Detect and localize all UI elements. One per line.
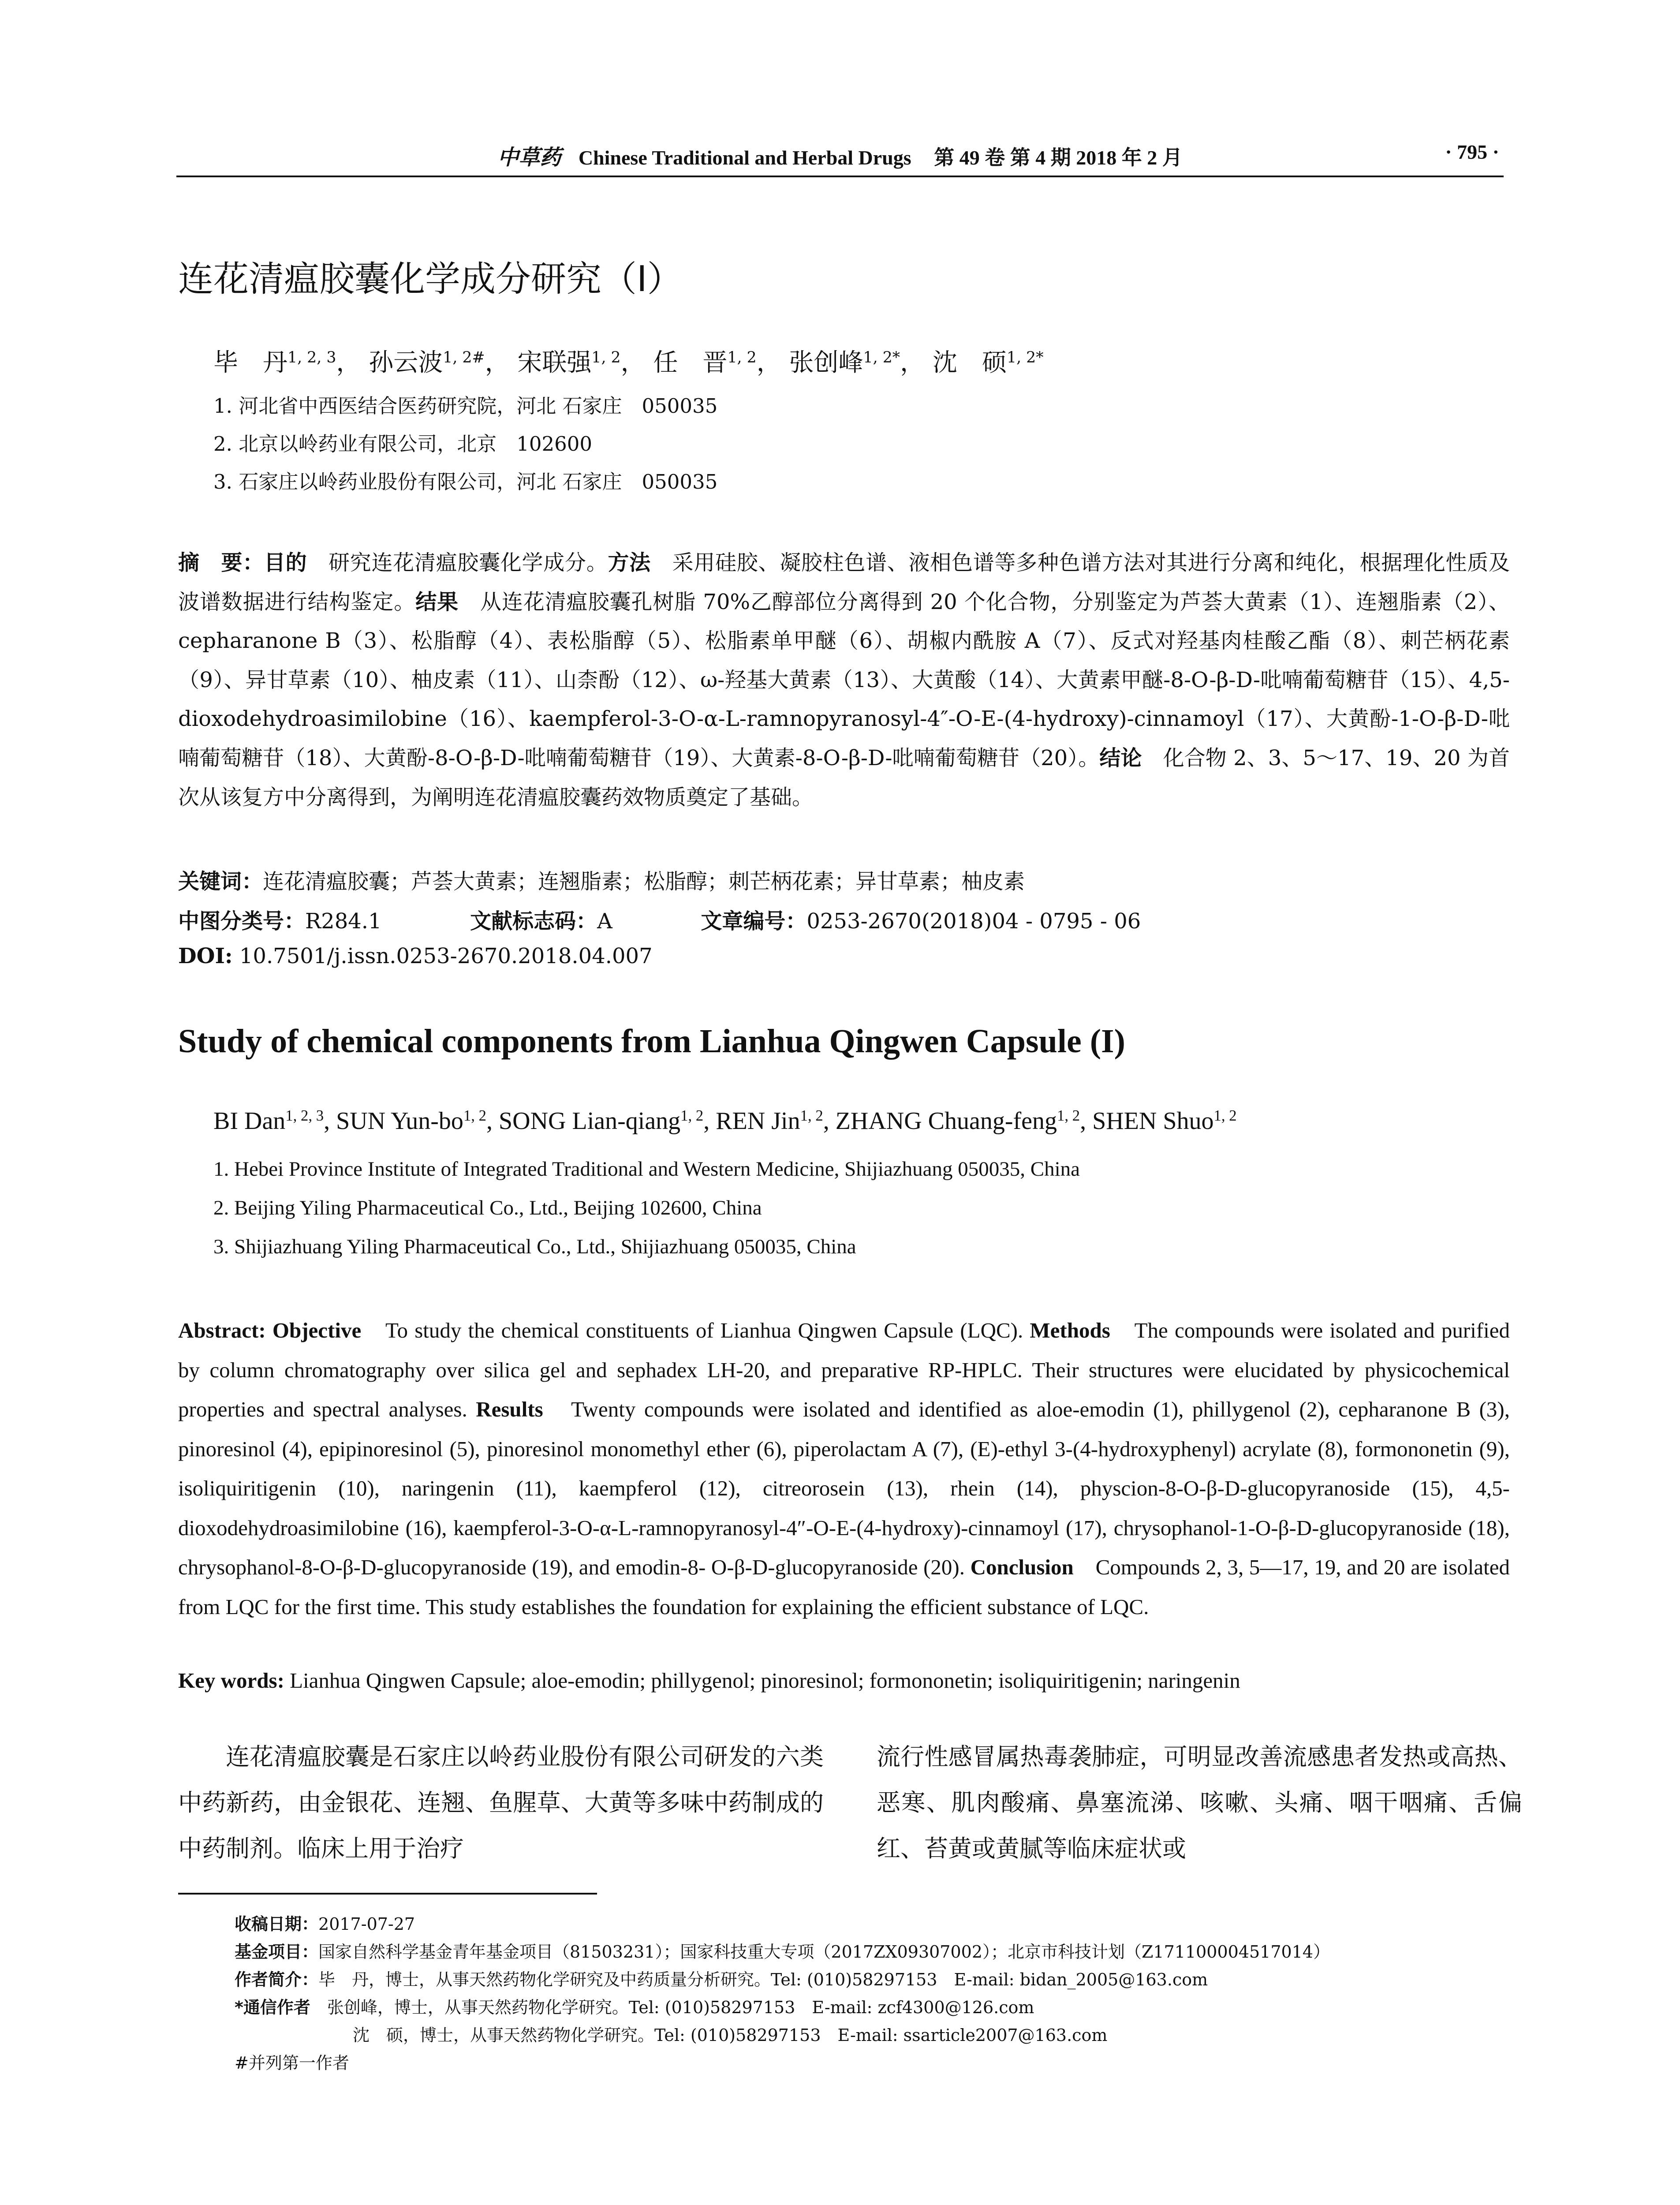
author-cn: 孙云波$^{1, 2\#}$， [369, 348, 510, 377]
issue-info: 第 49 卷 第 4 期 2018 年 2 月 [934, 146, 1183, 169]
conclusion-text-cn: 化合物 2、3、5～17、19、20 为首次从该复方中分离得到，为阐明连花清瘟胶囊药效物质奠定了基础。 [178, 745, 1510, 810]
author-en: SONG Lian-qiang$^{1, 2}$, [499, 1106, 716, 1135]
header-center [176, 140, 1504, 171]
keywords-text-cn: 连花清瘟胶囊；芦荟大黄素；连翘脂素；松脂醇；刺芒柄花素；异甘草素；柚皮素 [263, 869, 1025, 894]
header-rule [176, 176, 1504, 177]
clc-value: R284.1 [305, 909, 382, 934]
results-label-cn: 结果 [415, 589, 459, 614]
author-en: REN Jin$^{1, 2}$, [716, 1106, 836, 1135]
keywords-label-en: Key words: [178, 1668, 284, 1693]
keywords-label-cn: 关键词： [178, 869, 263, 894]
affiliation-en-2: 2. Beijing Yiling Pharmaceutical Co., Ltd., Beijing 102600, China [213, 1196, 762, 1219]
keywords-text-en: Lianhua Qingwen Capsule; aloe-emodin; phillygenol; pinoresinol; formononetin; isoliquiritigenin; naringenin [284, 1668, 1240, 1693]
journal-name-en: Chinese Traditional and Herbal Drugs [578, 146, 911, 169]
methods-text-cn: 采用硅胶、凝胶柱色谱、液相色谱等多种色谱方法对其进行分离和纯化，根据理化性质及波谱数据进行结构鉴定。 [178, 550, 1510, 614]
classification-line [178, 904, 1510, 934]
abstract-cn [178, 543, 1510, 817]
title-cn: 连花清瘟胶囊化学成分研究（I） [178, 258, 683, 299]
doi-value: 10.7501/j.issn.0253-2670.2018.04.007 [239, 944, 653, 968]
body-column-right: 流行性感冒属热毒袭肺症，可明显改善流感患者发热或高热、恶寒、肌肉酸痛、鼻塞流涕、咳嗽、头痛、咽干咽痛、舌偏红、苔黄或黄腻等临床症状或 [877, 1743, 1522, 1862]
footnote-author: 作者简介：毕 丹，博士，从事天然药物化学研究及中药质量分析研究。Tel: (010)58297153 E-mail: bidan_2005@163.com [235, 1970, 1208, 1989]
affiliation-en-1: 1. Hebei Province Institute of Integrated Traditional and Western Medicine, Shijiazhuang 050035, China [213, 1158, 1080, 1181]
affiliation-cn-2: 2. 北京以岭药业有限公司，北京 102600 [213, 432, 593, 456]
page-number: · 795 · [1445, 141, 1499, 163]
footnote-received: 收稿日期：2017-07-27 [235, 1914, 415, 1934]
keywords-cn [178, 864, 1510, 895]
affiliation-en-3: 3. Shijiazhuang Yiling Pharmaceutical Co., Ltd., Shijiazhuang 050035, China [213, 1235, 856, 1258]
running-header [176, 140, 1504, 171]
body-column-left: 连花清瘟胶囊是石家庄以岭药业股份有限公司研发的六类中药新药，由金银花、连翘、鱼腥草、大黄等多味中药制成的中药制剂。临床上用于治疗 [178, 1743, 824, 1862]
authors-cn [213, 343, 1044, 378]
author-en: ZHANG Chuang-feng$^{1, 2}$, [835, 1106, 1093, 1135]
author-en: SHEN Shuo$^{1, 2}$ [1092, 1106, 1237, 1135]
journal-logo-cn: 中草药 [497, 145, 561, 170]
methods-text-en: The compounds were isolated and purified by column chromatography over silica gel and sephadex LH-20, and preparative RP-HPLC. Their structures were elucidated by physicochemical properties and spectral analyses. [178, 1318, 1510, 1421]
author-cn: 毕 丹$^{1, 2, 3}$， [213, 348, 361, 377]
affiliation-cn-3: 3. 石家庄以岭药业股份有限公司，河北 石家庄 050035 [213, 470, 718, 493]
title-en: Study of chemical components from Lianhua Qingwen Capsule (I) [178, 1023, 1125, 1060]
author-cn: 任 晋$^{1, 2}$， [653, 348, 781, 377]
author-en: BI Dan$^{1, 2, 3}$, [213, 1106, 336, 1135]
doi-line [178, 944, 1510, 968]
abstract-label-en: Abstract: [178, 1318, 266, 1342]
author-en: SUN Yun-bo$^{1, 2}$, [336, 1106, 499, 1135]
conclusion-label-cn: 结论 [1099, 745, 1142, 770]
results-text-en: Twenty compounds were isolated and identified as aloe-emodin (1), phillygenol (2), cepharanone B (3), pinoresinol (4), epipinoresinol (5), pinoresinol monomethyl ether (6), piperolactam A (7), (E)-ethyl 3-(4-hydroxyphenyl) acrylate (8), formononetin (9), isoliquiritigenin (10), naringenin (11), kaempferol (12), citreorosein (13), rhein (14), physcion-8-O-β-D-glucopyranoside (15), 4,5-dioxodehydroasimilobine (16), kaempferol-3-O-α-L-ramnopyranosyl-4″-O-E-(4-hydroxy)-cinnamoyl (17), chrysophanol-1-O-β-D-glucopyranoside (18), chrysophanol-8-O-β-D-glucopyranoside (19), and emodin-8- O-β-D-glucopyranoside (20). [178, 1397, 1510, 1579]
author-cn: 宋联强$^{1, 2}$， [517, 348, 646, 377]
footnote-corresponding-1: *通信作者 张创峰，博士，从事天然药物化学研究。Tel: (010)58297153 E-mail: zcf4300@126.com [235, 1998, 1034, 2017]
methods-label-cn: 方法 [608, 550, 651, 575]
objective-label-cn: 目的 [264, 550, 307, 575]
methods-label-en: Methods [1030, 1318, 1110, 1342]
results-label-en: Results [476, 1397, 543, 1421]
authors-en [213, 1107, 1237, 1135]
keywords-en [178, 1668, 1510, 1693]
conclusion-label-en: Conclusion [970, 1555, 1074, 1579]
results-text-cn: 从连花清瘟胶囊孔树脂 70%乙醇部位分离得到 20 个化合物，分别鉴定为芦荟大黄素（1）、连翘脂素（2）、cepharanone B（3）、松脂醇（4）、表松脂醇（5）、松脂素单甲醚（6）、胡椒内酰胺 A（7）、反式对羟基肉桂酸乙酯（8）、刺芒柄花素（9）、异甘草素（10）、柚皮素（11）、山柰酚（12）、ω-羟基大黄素（13）、大黄酸（14）、大黄素甲醚-8-O-β-D-吡喃葡萄糖苷（15）、4,5-dioxodehydroasimilobine（16）、kaempferol-3-O-α-L-ramnopyranosyl-4″-O-E-(4-hydroxy)-cinnamoyl（17）、大黄酚-1-O-β-D-吡喃葡萄糖苷（18）、大黄酚-8-O-β-D-吡喃葡萄糖苷（19）、大黄素-8-O-β-D-吡喃葡萄糖苷（20）。 [178, 589, 1510, 770]
footnote-fund: 基金项目：国家自然科学基金青年基金项目（81503231）；国家科技重大专项（2017ZX09307002）；北京市科技计划（Z171100004517014） [235, 1942, 1330, 1962]
footnote-corresponding-2: 沈 硕，博士，从事天然药物化学研究。Tel: (010)58297153 E-mail: ssarticle2007@163.com [353, 2026, 1108, 2045]
objective-label-en: Objective [272, 1318, 362, 1342]
author-cn: 张创峰$^{1, 2*}$， [789, 348, 925, 377]
abstract-en [178, 1311, 1510, 1626]
footnote-rule [178, 1893, 597, 1895]
article-number-value: 0253-2670(2018)04 - 0795 - 06 [806, 909, 1141, 934]
article-number-label: 文章编号： [701, 909, 807, 934]
abstract-label-cn: 摘 要： [178, 550, 264, 575]
clc-label: 中图分类号： [178, 909, 306, 934]
footnote-cofirst: #并列第一作者 [235, 2053, 349, 2073]
author-cn: 沈 硕$^{1, 2*}$ [932, 348, 1044, 377]
doc-code-label: 文献标志码： [470, 909, 597, 934]
objective-text-cn: 研究连花清瘟胶囊化学成分。 [307, 550, 608, 575]
doc-code-value: A [597, 909, 612, 934]
affiliation-cn-1: 1. 河北省中西医结合医药研究院，河北 石家庄 050035 [213, 394, 718, 418]
objective-text-en: To study the chemical constituents of Lianhua Qingwen Capsule (LQC). [361, 1318, 1023, 1342]
doi-label: DOI: [178, 944, 233, 968]
conclusion-text-en: Compounds 2, 3, 5—17, 19, and 20 are isolated from LQC for the first time. This study establishes the foundation for explaining the efficient substance of LQC. [178, 1555, 1510, 1619]
